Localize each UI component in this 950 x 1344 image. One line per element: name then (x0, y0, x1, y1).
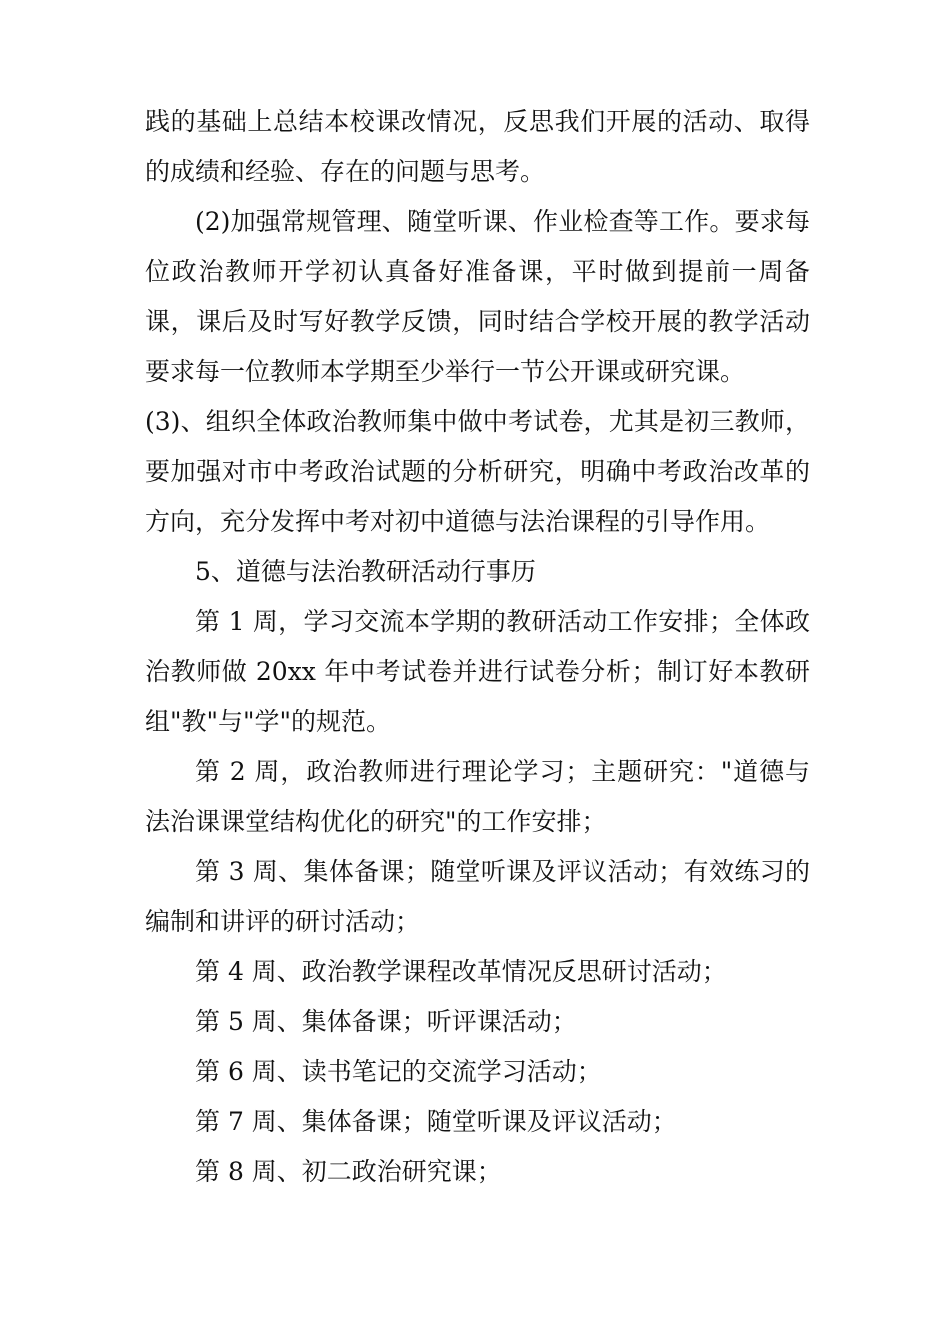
calendar-week-2: 第 2 周，政治教师进行理论学习；主题研究："道德与法治课课堂结构优化的研究"的工作安排； (145, 757, 810, 836)
section-heading-calendar: 5、道德与法治教研活动行事历 (195, 557, 536, 586)
paragraph-item-3: (3)、组织全体政治教师集中做中考试卷，尤其是初三教师，要加强对市中考政治试题的分析研究，明确中考政治改革的方向，充分发挥中考对初中道德与法治课程的引导作用。 (145, 407, 810, 536)
calendar-week-8: 第 8 周、初二政治研究课； (195, 1157, 502, 1186)
paragraph-item-2: (2)加强常规管理、随堂听课、作业检查等工作。要求每位政治教师开学初认真备好准备课，平时做到提前一周备课，课后及时写好教学反馈，同时结合学校开展的教学活动要求每一位教师本学期至少举行一节公开课或研究课。 (145, 207, 810, 386)
calendar-week-5: 第 5 周、集体备课；听评课活动； (195, 1007, 577, 1036)
calendar-week-6: 第 6 周、读书笔记的交流学习活动； (195, 1057, 602, 1086)
calendar-week-3: 第 3 周、集体备课；随堂听课及评议活动；有效练习的编制和讲评的研讨活动； (145, 857, 810, 936)
calendar-week-1: 第 1 周，学习交流本学期的教研活动工作安排；全体政治教师做 20xx 年中考试卷并进行试卷分析；制订好本教研组"教"与"学"的规范。 (145, 607, 810, 736)
paragraph-summary-continuation: 践的基础上总结本校课改情况，反思我们开展的活动、取得的成绩和经验、存在的问题与思考。 (145, 107, 810, 186)
calendar-week-7: 第 7 周、集体备课；随堂听课及评议活动； (195, 1107, 677, 1136)
document-body (145, 97, 810, 1197)
calendar-week-4: 第 4 周、政治教学课程改革情况反思研讨活动； (195, 957, 727, 986)
